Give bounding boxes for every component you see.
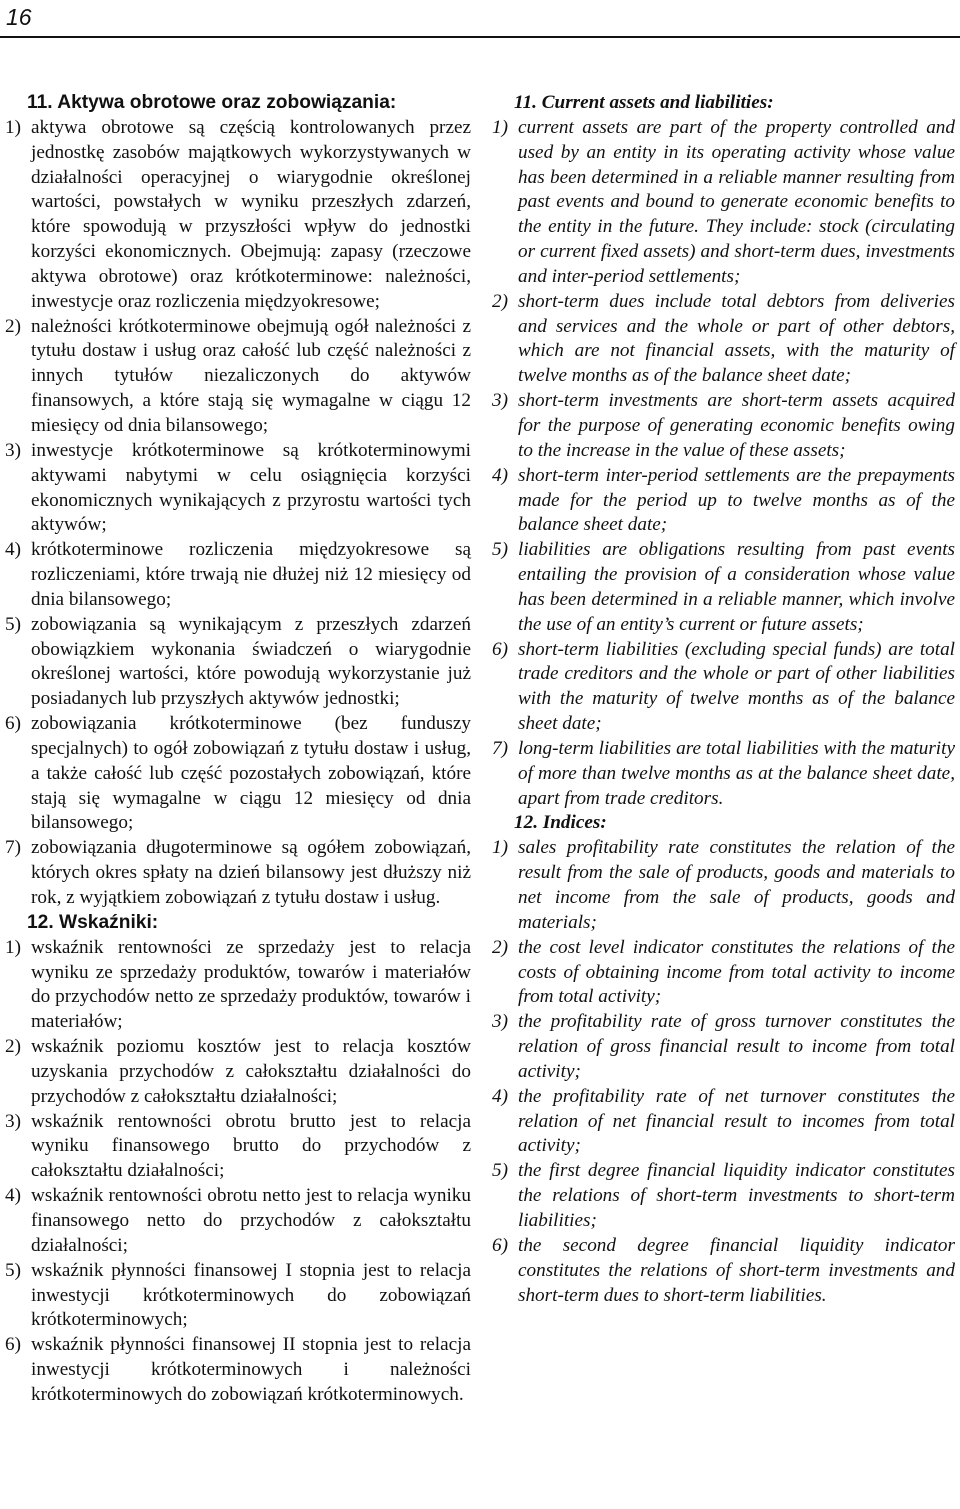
item-text: short-term inter-period settlements are the prepayments made for the period up to twelve months as of the balance sheet date; [518,464,955,536]
section-12-list-pl [5,936,471,1408]
section-12-heading-pl: 12. Wskaźniki: [27,911,159,933]
list-item [5,1110,471,1185]
item-number: 2) [5,1036,21,1058]
item-text: short-term dues include total debtors from deliveries and services and the whole or part of other debtors, which are not financial assets, with the maturity of twelve months as of the balance sheet date; [518,290,955,387]
item-text: wskaźnik rentowności obrotu brutto jest to relacja wyniku finansowego brutto do przychodów z całokształtu działalności; [31,1110,471,1182]
list-item [5,936,471,1035]
item-text: zobowiązania długoterminowe są ogółem zobowiązań, których okres spłaty na dzień bilansowy jest dłuższy niż rok, z wyjątkiem zobowiązań z tytułu dostaw i usług. [31,837,471,908]
item-number: 5) [5,613,21,635]
page-number: 16 [6,4,32,30]
item-number: 7) [5,837,21,859]
item-number: 2) [492,936,508,958]
item-text: the second degree financial liquidity indicator constitutes the relations of short-term investments and short-term dues to short-term liabilities. [518,1234,955,1306]
item-text: current assets are part of the property controlled and used by an entity in its operating activity whose value has been determined in a reliable manner resulting from past events and bound to generate economic benefits to the entity in the future. They include: stock (circulating or current fixed assets) and short-term dues, investments and inter-period settlements; [518,116,955,287]
list-item [492,936,955,1011]
item-number: 5) [492,1160,508,1182]
list-item [492,638,955,737]
header-rule [0,36,960,38]
list-item [492,290,955,389]
item-number: 3) [492,390,508,412]
section-11-heading-pl: 11. Aktywa obrotowe oraz zobowiązania: [27,92,397,113]
item-number: 5) [5,1259,21,1281]
item-number: 4) [492,464,508,486]
item-number: 1) [492,116,508,138]
item-number: 3) [5,1110,21,1132]
item-text: the profitability rate of net turnover constitutes the relation of net financial result to incomes from total activity; [518,1085,955,1157]
item-text: należności krótkoterminowe obejmują ogół należności z tytułu dostaw i usług oraz całość lub część należności z innych tytułów niezaliczonych do aktywów finansowych, a które stają się wymagalne w ciągu 12 miesięcy od dnia bilansowego; [31,315,471,436]
item-number: 4) [492,1085,508,1107]
list-item [492,538,955,637]
item-number: 4) [5,539,21,561]
item-text: wskaźnik rentowności ze sprzedaży jest to relacja wyniku ze sprzedaży produktów, towarów i materiałów do przychodów netto ze sprzedaży produktów, towarów i materiałów; [31,936,471,1033]
item-text: wskaźnik rentowności obrotu netto jest to relacja wyniku finansowego netto do przychodów z całokształtu działalności; [31,1185,471,1256]
list-item [5,538,471,613]
list-item [5,315,471,439]
item-number: 3) [5,439,21,461]
item-text: wskaźnik płynności finansowej I stopnia jest to relacja inwestycji krótkoterminowych do zobowiązań krótkoterminowych; [31,1259,471,1331]
item-text: sales profitability rate constitutes the relation of the result from the sale of products, goods and materials to net income from the sale of products, goods and materials; [518,837,955,933]
section-12-list-en [492,836,955,1308]
section-11-list-en [492,116,955,812]
list-item [5,1333,471,1408]
list-item [492,737,955,812]
item-number: 5) [492,539,508,561]
english-column [492,91,955,1308]
item-number: 2) [492,290,508,312]
list-item [492,389,955,464]
list-item [5,116,471,315]
item-number: 4) [5,1185,21,1207]
list-item [492,1159,955,1234]
item-text: the cost level indicator constitutes the relations of the costs of obtaining income from total activity to income from total activity; [518,936,955,1008]
item-number: 1) [492,837,508,859]
item-text: inwestycje krótkoterminowe są krótkoterminowymi aktywami nabytymi w celu osiągnięcia korzyści ekonomicznych wynikających z przyrostu wartości tych aktywów; [31,439,471,536]
item-number: 6) [5,713,21,735]
list-item [5,1184,471,1259]
item-number: 6) [5,1334,21,1356]
item-number: 1) [5,936,21,958]
item-text: the profitability rate of gross turnover constitutes the relation of gross financial result to income from total activity; [518,1011,955,1082]
list-item [5,1035,471,1110]
item-number: 1) [5,116,21,138]
item-number: 3) [492,1011,508,1033]
section-11-heading-en: 11. Current assets and liabilities: [514,92,774,113]
list-item [492,1234,955,1309]
list-item [492,116,955,290]
item-number: 7) [492,737,508,759]
item-text: zobowiązania krótkoterminowe (bez funduszy specjalnych) to ogół zobowiązań z tytułu dostaw i usług, a także całość lub część pozostałych zobowiązań, które stają się wymagalne w ciągu 12 miesięcy od dnia bilansowego; [31,713,471,834]
item-number: 6) [492,638,508,660]
item-text: liabilities are obligations resulting from past events entailing the provision of a consideration whose value has been determined in a reliable manner, which involve the use of an entity’s current or future assets; [518,539,955,635]
item-text: short-term liabilities (excluding special funds) are total trade creditors and the whole or part of other liabilities with the maturity of twelve months as of the balance sheet date; [518,638,955,735]
item-text: wskaźnik płynności finansowej II stopnia jest to relacja inwestycji krótkoterminowych i należności krótkoterminowych do zobowiązań krótkoterminowych. [31,1334,471,1405]
item-number: 2) [5,315,21,337]
item-number: 6) [492,1234,508,1256]
list-item [492,464,955,539]
item-text: short-term investments are short-term assets acquired for the purpose of generating economic benefits owing to the increase in the value of these assets; [518,390,955,461]
item-text: aktywa obrotowe są częścią kontrolowanych przez jednostkę zasobów majątkowych wykorzystywanych w działalności operacyjnej o wiarygodnie określonej wartości, powstałych w wyniku przeszłych zdarzeń, które spowodują w przyszłości wpływ do jednostki korzyści ekonomicznych. Obejmują: zapasy (rzeczowe aktywa obrotowe) oraz krótkoterminowe: należności, inwestycje oraz rozliczenia międzyokresowe; [31,116,471,312]
item-text: krótkoterminowe rozliczenia międzyokresowe są rozliczeniami, które trwają nie dłużej niż 12 miesięcy od dnia bilansowego; [31,539,471,610]
list-item [5,712,471,836]
item-text: long-term liabilities are total liabilities with the maturity of more than twelve months as at the balance sheet date, apart from trade creditors. [518,737,955,809]
list-item [492,836,955,935]
list-item [492,1085,955,1160]
list-item [5,613,471,712]
list-item [5,1259,471,1334]
item-text: wskaźnik poziomu kosztów jest to relacja kosztów uzyskania przychodów z całokształtu działalności do przychodów z całokształtu działalności; [31,1036,471,1107]
item-text: zobowiązania są wynikającym z przeszłych zdarzeń obowiązkiem wykonania świadczeń o wiarygodnie określonej wartości, które powodują wykorzystanie już posiadanych lub przyszłych aktywów jednostki; [31,613,471,710]
list-item [492,1010,955,1085]
section-11-list-pl [5,116,471,911]
section-12-heading-en: 12. Indices: [514,812,607,834]
item-text: the first degree financial liquidity indicator constitutes the relations of short-term investments to short-term liabilities; [518,1160,955,1231]
list-item [5,836,471,911]
polish-column [5,91,471,1408]
list-item [5,439,471,538]
